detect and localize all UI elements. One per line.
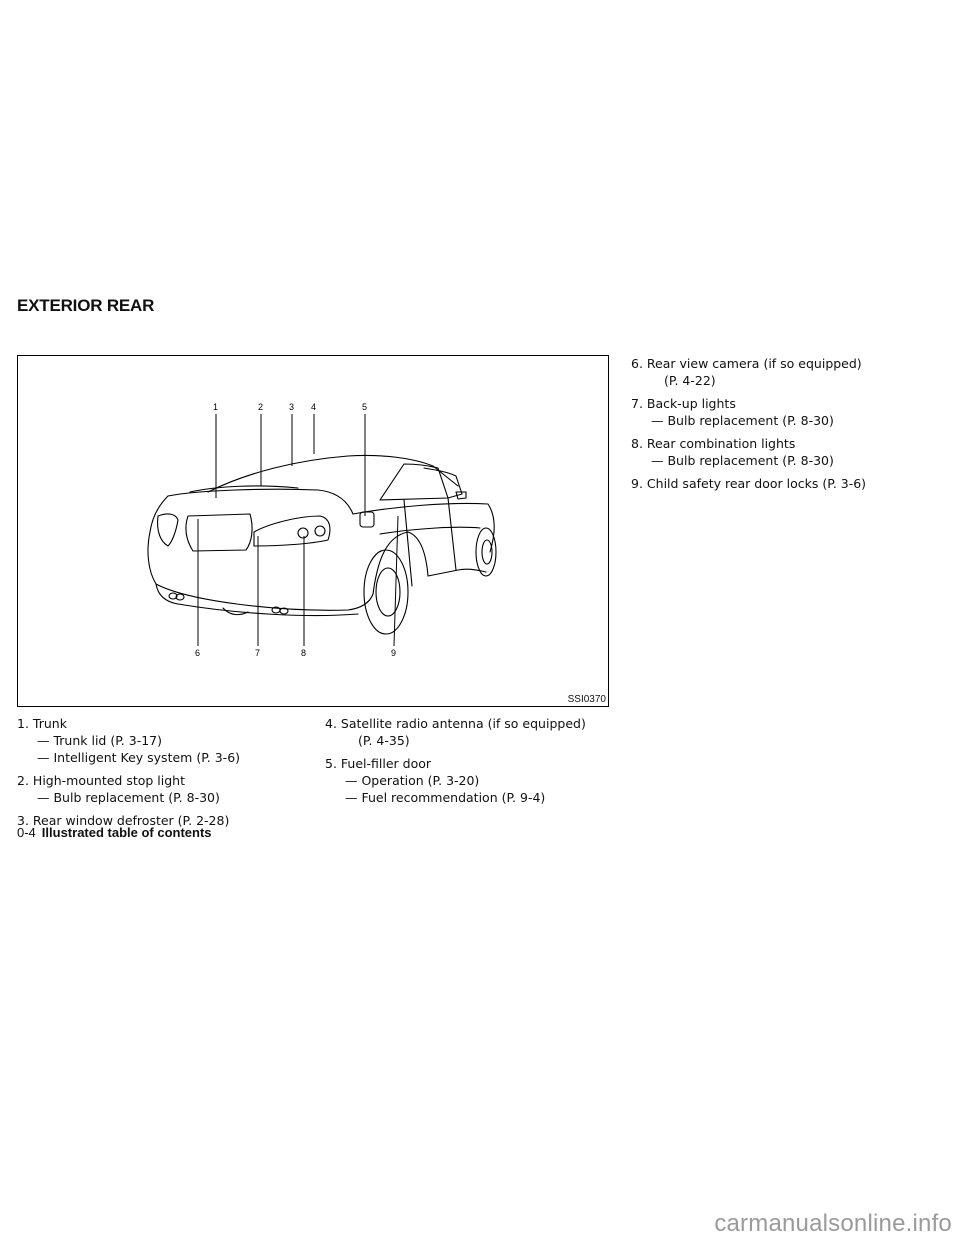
page-number: 0-4 bbox=[17, 825, 36, 840]
item-title: High-mounted stop light bbox=[32, 773, 186, 788]
figure-code: SSI0370 bbox=[567, 694, 606, 705]
chapter-title: Illustrated table of contents bbox=[41, 825, 212, 840]
callout-labels bbox=[195, 402, 396, 658]
list-item bbox=[325, 755, 625, 806]
item-title: Rear window defroster (P. 2-28) bbox=[32, 813, 230, 828]
item-title: Rear combination lights bbox=[646, 436, 796, 451]
item-sub: — Operation (P. 3-20) bbox=[345, 773, 480, 788]
item-title: Rear view camera (if so equipped) bbox=[646, 356, 862, 371]
list-item bbox=[631, 395, 951, 429]
exterior-rear-figure bbox=[17, 355, 609, 707]
car-rear-illustration bbox=[18, 356, 608, 706]
item-sub: — Intelligent Key system (P. 3-6) bbox=[37, 750, 241, 765]
watermark-link[interactable]: carmanualsonline.info bbox=[714, 1210, 952, 1237]
list-item bbox=[631, 475, 951, 492]
list-item bbox=[631, 435, 951, 469]
item-sub: — Bulb replacement (P. 8-30) bbox=[651, 413, 834, 428]
legend-column-2 bbox=[325, 715, 625, 812]
item-number: 8. bbox=[631, 436, 643, 451]
list-item bbox=[17, 715, 317, 766]
callout-2: 2 bbox=[258, 402, 264, 412]
callout-5: 5 bbox=[362, 402, 368, 412]
item-title: Trunk bbox=[32, 716, 67, 731]
item-sub: — Bulb replacement (P. 8-30) bbox=[651, 453, 834, 468]
legend-column-1 bbox=[17, 715, 317, 835]
item-title: Back-up lights bbox=[646, 396, 736, 411]
item-number: 7. bbox=[631, 396, 643, 411]
callout-9: 9 bbox=[391, 648, 397, 658]
list-item bbox=[17, 772, 317, 806]
item-sub: — Trunk lid (P. 3-17) bbox=[37, 733, 162, 748]
callout-6: 6 bbox=[195, 648, 201, 658]
item-continuation: (P. 4-35) bbox=[358, 733, 410, 748]
callout-8: 8 bbox=[301, 648, 307, 658]
item-number: 2. bbox=[17, 773, 29, 788]
item-number: 4. bbox=[325, 716, 337, 731]
item-continuation: (P. 4-22) bbox=[664, 373, 716, 388]
item-number: 3. bbox=[17, 813, 29, 828]
callout-3: 3 bbox=[289, 402, 295, 412]
list-item bbox=[325, 715, 625, 749]
list-item bbox=[631, 355, 951, 389]
callout-7: 7 bbox=[255, 648, 261, 658]
page-footer bbox=[17, 825, 212, 840]
item-number: 1. bbox=[17, 716, 29, 731]
item-number: 9. bbox=[631, 476, 643, 491]
section-title: EXTERIOR REAR bbox=[17, 296, 155, 315]
callout-4: 4 bbox=[311, 402, 317, 412]
item-title: Satellite radio antenna (if so equipped) bbox=[340, 716, 586, 731]
item-number: 5. bbox=[325, 756, 337, 771]
item-sub: — Fuel recommendation (P. 9-4) bbox=[345, 790, 546, 805]
callout-1: 1 bbox=[213, 402, 219, 412]
legend-column-3 bbox=[631, 355, 951, 498]
item-title: Fuel-filler door bbox=[340, 756, 432, 771]
item-number: 6. bbox=[631, 356, 643, 371]
item-sub: — Bulb replacement (P. 8-30) bbox=[37, 790, 220, 805]
item-title: Child safety rear door locks (P. 3-6) bbox=[646, 476, 867, 491]
